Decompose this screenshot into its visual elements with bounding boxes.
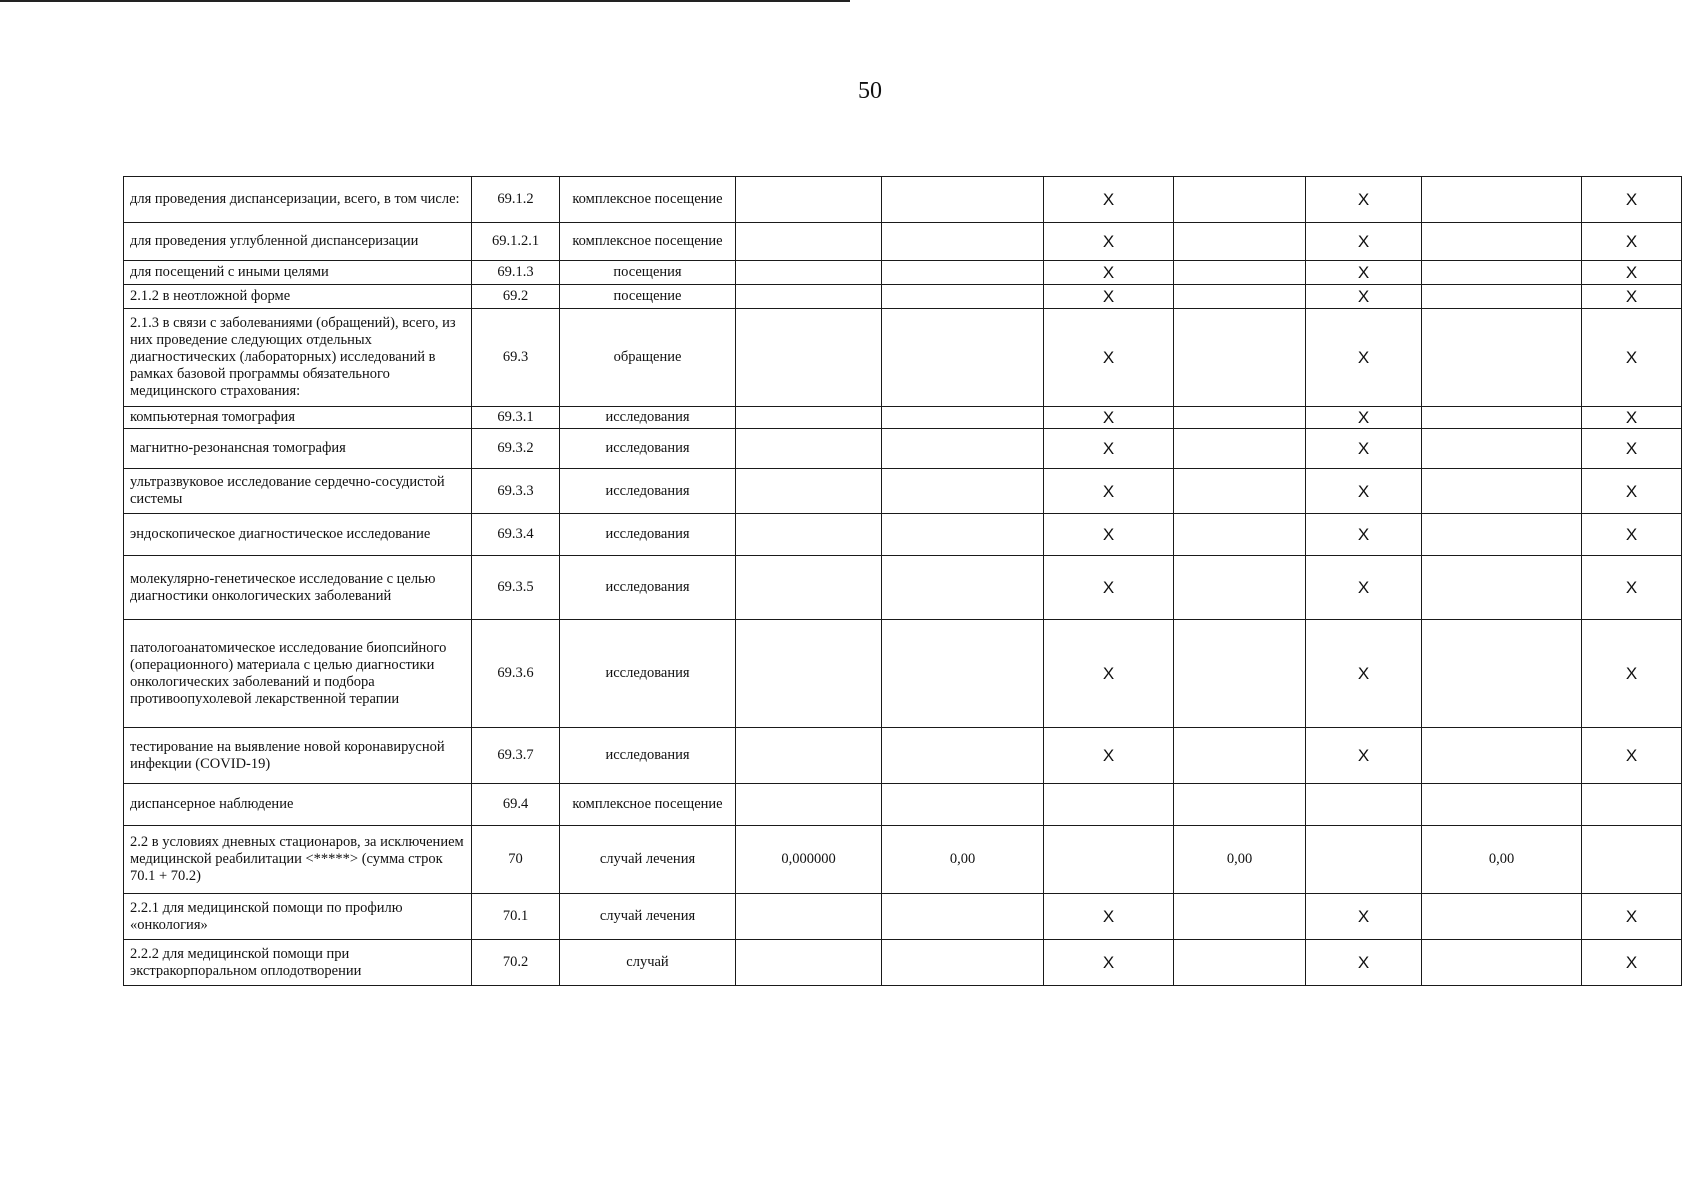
cell-col-9 (1422, 177, 1582, 223)
cell-col-5 (882, 469, 1044, 514)
cell-col-4 (736, 407, 882, 429)
table-row (124, 940, 1682, 986)
cell-col-4 (736, 309, 882, 407)
cell-col-4 (736, 620, 882, 728)
row-code: 69.3.1 (472, 407, 560, 429)
cell-col-5 (882, 429, 1044, 469)
cell-col-9 (1422, 285, 1582, 309)
cell-col-8: X (1306, 285, 1422, 309)
table-row (124, 429, 1682, 469)
row-code: 69.3.4 (472, 514, 560, 556)
cell-col-9 (1422, 261, 1582, 285)
cell-col-8: X (1306, 177, 1422, 223)
table-row (124, 285, 1682, 309)
cell-col-7 (1174, 469, 1306, 514)
cell-col-6: X (1044, 894, 1174, 940)
cell-col-6: X (1044, 309, 1174, 407)
cell-col-10: X (1582, 469, 1682, 514)
row-description: для посещений с иными целями (124, 261, 472, 285)
row-description: магнитно-резонансная томография (124, 429, 472, 469)
row-description: диспансерное наблюдение (124, 784, 472, 826)
cell-col-6: X (1044, 469, 1174, 514)
cell-col-8: X (1306, 728, 1422, 784)
row-unit: исследования (560, 469, 736, 514)
row-code: 69.3.2 (472, 429, 560, 469)
cell-col-9 (1422, 940, 1582, 986)
cell-col-5 (882, 261, 1044, 285)
row-code: 70.2 (472, 940, 560, 986)
row-code: 69.3.3 (472, 469, 560, 514)
table-row (124, 556, 1682, 620)
cell-col-7 (1174, 261, 1306, 285)
row-description: 2.2.1 для медицинской помощи по профилю «онкология» (124, 894, 472, 940)
row-unit: исследования (560, 429, 736, 469)
cell-col-5 (882, 309, 1044, 407)
cell-col-9 (1422, 894, 1582, 940)
cell-col-10: X (1582, 223, 1682, 261)
row-code: 69.2 (472, 285, 560, 309)
cell-col-7 (1174, 177, 1306, 223)
cell-col-9 (1422, 469, 1582, 514)
cell-col-8: X (1306, 894, 1422, 940)
cell-col-9 (1422, 728, 1582, 784)
row-unit: случай лечения (560, 894, 736, 940)
cell-col-7 (1174, 223, 1306, 261)
cell-col-10: X (1582, 309, 1682, 407)
cell-col-10: X (1582, 940, 1682, 986)
table-row (124, 728, 1682, 784)
row-unit: случай (560, 940, 736, 986)
row-unit: исследования (560, 620, 736, 728)
cell-col-6: X (1044, 285, 1174, 309)
cell-col-5 (882, 620, 1044, 728)
row-description: компьютерная томография (124, 407, 472, 429)
row-code: 69.3.6 (472, 620, 560, 728)
table-row (124, 309, 1682, 407)
cell-col-6 (1044, 826, 1174, 894)
cell-col-8: X (1306, 309, 1422, 407)
table-row (124, 894, 1682, 940)
cell-col-6: X (1044, 556, 1174, 620)
cell-col-8 (1306, 826, 1422, 894)
cell-col-4 (736, 514, 882, 556)
cell-col-7 (1174, 514, 1306, 556)
cell-col-6: X (1044, 177, 1174, 223)
row-code: 69.3 (472, 309, 560, 407)
row-unit: комплексное посещение (560, 784, 736, 826)
row-description: патологоанатомическое исследование биопсийного (операционного) материала с целью диагностики онкологических заболеваний и подбора противоопухолевой лекарственной терапии (124, 620, 472, 728)
row-code: 69.1.3 (472, 261, 560, 285)
cell-col-5 (882, 514, 1044, 556)
cell-col-10: X (1582, 728, 1682, 784)
cell-col-5: 0,00 (882, 826, 1044, 894)
table-row (124, 261, 1682, 285)
cell-col-7 (1174, 309, 1306, 407)
cell-col-7 (1174, 285, 1306, 309)
row-unit: обращение (560, 309, 736, 407)
row-unit: комплексное посещение (560, 177, 736, 223)
table-body (124, 177, 1682, 986)
cell-col-6: X (1044, 407, 1174, 429)
cell-col-5 (882, 177, 1044, 223)
cell-col-8: X (1306, 429, 1422, 469)
row-description: молекулярно-генетическое исследование с целью диагностики онкологических заболеваний (124, 556, 472, 620)
cell-col-4 (736, 429, 882, 469)
table-row (124, 620, 1682, 728)
cell-col-7 (1174, 728, 1306, 784)
cell-col-5 (882, 223, 1044, 261)
row-unit: исследования (560, 407, 736, 429)
cell-col-6: X (1044, 261, 1174, 285)
cell-col-8: X (1306, 556, 1422, 620)
cell-col-4 (736, 784, 882, 826)
cell-col-4 (736, 469, 882, 514)
cell-col-8: X (1306, 223, 1422, 261)
cell-col-10: X (1582, 261, 1682, 285)
cell-col-9: 0,00 (1422, 826, 1582, 894)
row-unit: комплексное посещение (560, 223, 736, 261)
cell-col-4 (736, 223, 882, 261)
cell-col-4 (736, 285, 882, 309)
row-code: 69.3.5 (472, 556, 560, 620)
cell-col-9 (1422, 556, 1582, 620)
cell-col-5 (882, 940, 1044, 986)
cell-col-4 (736, 940, 882, 986)
cell-col-4 (736, 556, 882, 620)
table-row (124, 826, 1682, 894)
cell-col-10: X (1582, 429, 1682, 469)
row-description: 2.1.3 в связи с заболеваниями (обращений), всего, из них проведение следующих отдельных диагностических (лабораторных) исследований в рамках базовой программы обязательного медицинского страхования: (124, 309, 472, 407)
row-code: 69.3.7 (472, 728, 560, 784)
cell-col-10: X (1582, 894, 1682, 940)
row-unit: посещение (560, 285, 736, 309)
cell-col-7 (1174, 784, 1306, 826)
table-row (124, 177, 1682, 223)
cell-col-10: X (1582, 620, 1682, 728)
row-description: 2.2.2 для медицинской помощи при экстракорпоральном оплодотворении (124, 940, 472, 986)
cell-col-5 (882, 285, 1044, 309)
cell-col-6: X (1044, 514, 1174, 556)
cell-col-9 (1422, 620, 1582, 728)
cell-col-6 (1044, 784, 1174, 826)
row-unit: исследования (560, 556, 736, 620)
row-description: 2.1.2 в неотложной форме (124, 285, 472, 309)
cell-col-4 (736, 261, 882, 285)
cell-col-9 (1422, 514, 1582, 556)
data-table (123, 176, 1682, 986)
cell-col-7 (1174, 407, 1306, 429)
cell-col-5 (882, 407, 1044, 429)
cell-col-9 (1422, 309, 1582, 407)
cell-col-7 (1174, 940, 1306, 986)
cell-col-7 (1174, 556, 1306, 620)
cell-col-10: X (1582, 285, 1682, 309)
row-code: 69.1.2.1 (472, 223, 560, 261)
row-description: для проведения углубленной диспансеризации (124, 223, 472, 261)
page-number: 50 (858, 78, 882, 104)
table-row (124, 784, 1682, 826)
scan-top-edge (0, 0, 850, 2)
cell-col-8: X (1306, 620, 1422, 728)
cell-col-8: X (1306, 469, 1422, 514)
cell-col-6: X (1044, 940, 1174, 986)
cell-col-7 (1174, 429, 1306, 469)
cell-col-6: X (1044, 728, 1174, 784)
cell-col-5 (882, 894, 1044, 940)
cell-col-9 (1422, 784, 1582, 826)
cell-col-8: X (1306, 940, 1422, 986)
cell-col-10: X (1582, 407, 1682, 429)
cell-col-8: X (1306, 407, 1422, 429)
cell-col-5 (882, 728, 1044, 784)
cell-col-6: X (1044, 620, 1174, 728)
row-description: для проведения диспансеризации, всего, в том числе: (124, 177, 472, 223)
table-row (124, 223, 1682, 261)
cell-col-8: X (1306, 261, 1422, 285)
cell-col-9 (1422, 223, 1582, 261)
cell-col-10: X (1582, 514, 1682, 556)
row-code: 69.4 (472, 784, 560, 826)
cell-col-4 (736, 728, 882, 784)
row-unit: посещения (560, 261, 736, 285)
cell-col-7: 0,00 (1174, 826, 1306, 894)
cell-col-10: X (1582, 177, 1682, 223)
row-unit: случай лечения (560, 826, 736, 894)
cell-col-9 (1422, 407, 1582, 429)
row-description: эндоскопическое диагностическое исследование (124, 514, 472, 556)
table-row (124, 407, 1682, 429)
cell-col-10: X (1582, 556, 1682, 620)
cell-col-10 (1582, 784, 1682, 826)
cell-col-9 (1422, 429, 1582, 469)
cell-col-4 (736, 894, 882, 940)
table-row (124, 469, 1682, 514)
cell-col-5 (882, 784, 1044, 826)
row-unit: исследования (560, 728, 736, 784)
cell-col-4 (736, 177, 882, 223)
cell-col-8 (1306, 784, 1422, 826)
cell-col-6: X (1044, 429, 1174, 469)
row-description: 2.2 в условиях дневных стационаров, за исключением медицинской реабилитации <*****> (сумма строк 70.1 + 70.2) (124, 826, 472, 894)
cell-col-5 (882, 556, 1044, 620)
cell-col-6: X (1044, 223, 1174, 261)
cell-col-7 (1174, 620, 1306, 728)
cell-col-7 (1174, 894, 1306, 940)
cell-col-4: 0,000000 (736, 826, 882, 894)
row-code: 70 (472, 826, 560, 894)
row-unit: исследования (560, 514, 736, 556)
row-code: 69.1.2 (472, 177, 560, 223)
row-code: 70.1 (472, 894, 560, 940)
row-description: ультразвуковое исследование сердечно-сосудистой системы (124, 469, 472, 514)
cell-col-8: X (1306, 514, 1422, 556)
cell-col-10 (1582, 826, 1682, 894)
row-description: тестирование на выявление новой коронавирусной инфекции (COVID-19) (124, 728, 472, 784)
table-row (124, 514, 1682, 556)
